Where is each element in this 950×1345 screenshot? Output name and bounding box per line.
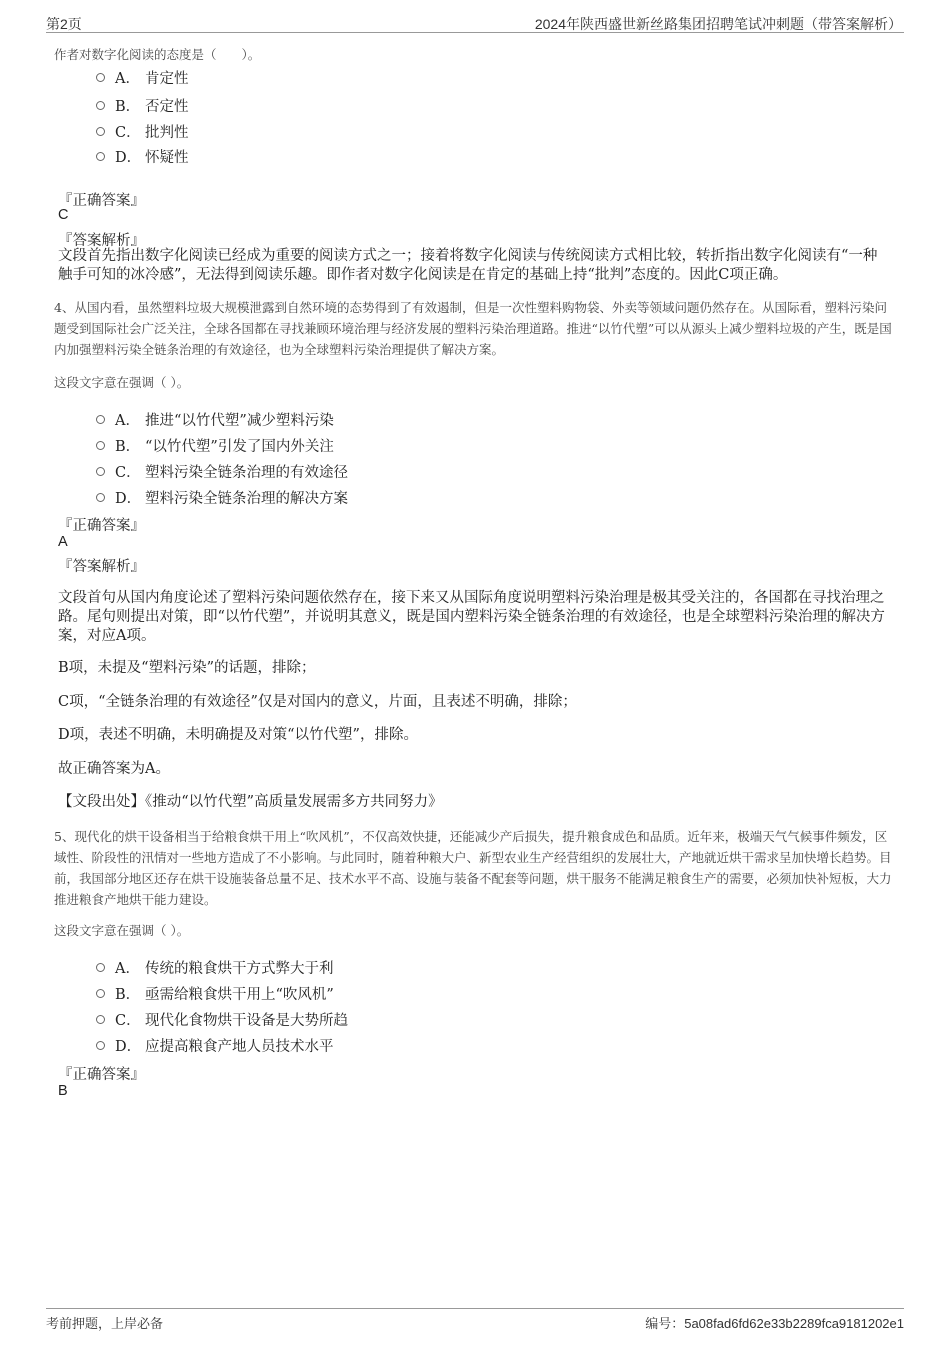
- q5-answer: B: [58, 1083, 68, 1099]
- q5-option-b[interactable]: B． 亟需给粮食烘干用上“吹风机”: [96, 983, 334, 1004]
- q4-analysis-main: 文段首句从国内角度论述了塑料污染问题依然存在，接下来又从国际角度说明塑料污染治理是极其受关注的，各国都在寻找治理之路。尾句则提出对策，即“以竹代塑”，并说明其意义，既是国内塑料污染全链条治理的有效途径，也是全球塑料污染治理的解决方案，对应A项。: [58, 590, 885, 644]
- radio-icon[interactable]: [96, 467, 105, 476]
- q3-analysis-label: 『答案解析』: [58, 233, 145, 249]
- q3-analysis: 文段首先指出数字化阅读已经成为重要的阅读方式之一；接着将数字化阅读与传统阅读方式相比较，转折指出数字化阅读有“一种触手可知的冰冷感”，无法得到阅读乐趣。即作者对数字化阅读是在肯定的基础上持“批判”态度的。因此C项正确。: [58, 248, 878, 283]
- radio-icon[interactable]: [96, 101, 105, 110]
- radio-icon[interactable]: [96, 963, 105, 972]
- q3-option-c[interactable]: C． 批判性: [96, 121, 189, 142]
- q4-option-b[interactable]: B． “以竹代塑”引发了国内外关注: [96, 435, 334, 456]
- q5-option-a[interactable]: A． 传统的粮食烘干方式弊大于利: [96, 957, 334, 978]
- q5-option-c[interactable]: C． 现代化食物烘干设备是大势所趋: [96, 1009, 348, 1030]
- radio-icon[interactable]: [96, 1041, 105, 1050]
- q4-source: 【文段出处】《推动“以竹代塑”高质量发展需多方共同努力》: [58, 794, 443, 810]
- q5-option-d[interactable]: D． 应提高粮食产地人员技术水平: [96, 1035, 334, 1056]
- radio-icon[interactable]: [96, 73, 105, 82]
- radio-icon[interactable]: [96, 127, 105, 136]
- q4-stem: 这段文字意在强调（ ）。: [54, 375, 190, 390]
- q4-analysis-c: C项，“全链条治理的有效途径”仅是对国内的意义，片面，且表述不明确，排除；: [58, 694, 577, 710]
- q3-answer: C: [58, 207, 69, 223]
- q4-analysis-d: D项，表述不明确，未明确提及对策“以竹代塑”，排除。: [58, 727, 418, 743]
- q4-passage: 4、从国内看，虽然塑料垃圾大规模泄露到自然环境的态势得到了有效遏制，但是一次性塑料购物袋、外卖等领域问题仍然存在。从国际看，塑料污染问题受到国际社会广泛关注，全球各国都在寻找兼顾环境治理与经济发展的塑料污染治理道路。推进“以竹代塑”可以从源头上减少塑料垃圾的产生，既是国内加强塑料污染全链条治理的有效途径，也为全球塑料污染治理提供了解决方案。: [54, 300, 892, 357]
- footer-code: 编号：5a08fad6fd62e33b2289fca9181202e1: [645, 1316, 904, 1332]
- q4-option-d[interactable]: D． 塑料污染全链条治理的解决方案: [96, 487, 348, 508]
- header-rule: [46, 32, 904, 33]
- q4-option-a[interactable]: A． 推进“以竹代塑”减少塑料污染: [96, 409, 334, 430]
- q5-passage: 5、现代化的烘干设备相当于给粮食烘干用上“吹风机”，不仅高效快捷，还能减少产后损失，提升粮食成色和品质。近年来，极端天气气候事件频发，区域性、阶段性的汛情对一些地方造成了不小影响。与此同时，随着种粮大户、新型农业生产经营组织的发展壮大，产地就近烘干需求呈加快增长趋势。目前，我国部分地区还存在烘干设施装备总量不足、技术水平不高、设施与装备不配套等问题，烘干服务不能满足粮食生产的需要，必须加快补短板，大力推进粮食产地烘干能力建设。: [54, 829, 892, 907]
- radio-icon[interactable]: [96, 493, 105, 502]
- radio-icon[interactable]: [96, 989, 105, 998]
- q3-stem: 作者对数字化阅读的态度是（ ）。: [54, 47, 261, 62]
- radio-icon[interactable]: [96, 152, 105, 161]
- page-number: 第2页: [46, 16, 82, 32]
- radio-icon[interactable]: [96, 1015, 105, 1024]
- footer-slogan: 考前押题，上岸必备: [46, 1317, 164, 1332]
- q5-answer-label: 『正确答案』: [58, 1067, 145, 1083]
- document-title: 2024年陕西盛世新丝路集团招聘笔试冲刺题（带答案解析）: [534, 16, 902, 32]
- footer-rule: [46, 1308, 904, 1309]
- q4-analysis-conclusion: 故正确答案为A。: [58, 761, 170, 777]
- q3-option-b[interactable]: B． 否定性: [96, 95, 189, 116]
- q4-answer-label: 『正确答案』: [58, 518, 145, 534]
- q4-analysis-b: B项，未提及“塑料污染”的话题，排除；: [58, 660, 316, 676]
- q5-stem: 这段文字意在强调（ ）。: [54, 923, 190, 938]
- q3-answer-label: 『正确答案』: [58, 193, 145, 209]
- q3-option-a[interactable]: A． 肯定性: [96, 67, 189, 88]
- q4-answer: A: [58, 534, 68, 550]
- radio-icon[interactable]: [96, 441, 105, 450]
- q4-option-c[interactable]: C． 塑料污染全链条治理的有效途径: [96, 461, 348, 482]
- radio-icon[interactable]: [96, 415, 105, 424]
- q3-option-d[interactable]: D． 怀疑性: [96, 146, 189, 167]
- q4-analysis-label: 『答案解析』: [58, 559, 145, 575]
